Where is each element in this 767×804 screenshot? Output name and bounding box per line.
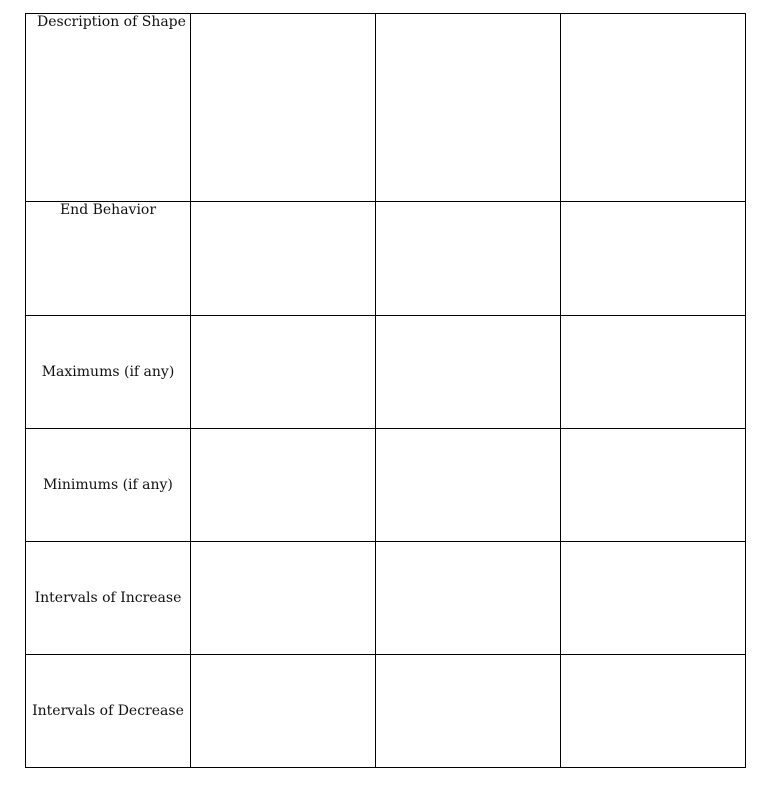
answer-cell (376, 429, 561, 542)
worksheet-table (25, 13, 746, 768)
answer-cell (191, 655, 376, 768)
answer-cell (376, 202, 561, 316)
answer-cell (376, 655, 561, 768)
answer-cell (561, 429, 746, 542)
table-row (26, 429, 746, 542)
table-row (26, 202, 746, 316)
answer-cell (561, 14, 746, 202)
row-label-maximums: Maximums (if any) (26, 316, 191, 429)
table-row (26, 542, 746, 655)
row-label-intervals-of-decrease: Intervals of Decrease (26, 655, 191, 768)
answer-cell (376, 14, 561, 202)
answer-cell (561, 316, 746, 429)
answer-cell (191, 542, 376, 655)
answer-cell (191, 316, 376, 429)
table-row (26, 655, 746, 768)
row-label-intervals-of-increase: Intervals of Increase (26, 542, 191, 655)
answer-cell (376, 316, 561, 429)
table-row (26, 316, 746, 429)
row-label-end-behavior: End Behavior (26, 202, 191, 316)
row-label-minimums: Minimums (if any) (26, 429, 191, 542)
table-row (26, 14, 746, 202)
answer-cell (191, 14, 376, 202)
answer-cell (376, 542, 561, 655)
answer-cell (191, 202, 376, 316)
answer-cell (191, 429, 376, 542)
answer-cell (561, 542, 746, 655)
answer-cell (561, 202, 746, 316)
row-label-description-of-shape: Description of Shape (26, 14, 191, 202)
answer-cell (561, 655, 746, 768)
